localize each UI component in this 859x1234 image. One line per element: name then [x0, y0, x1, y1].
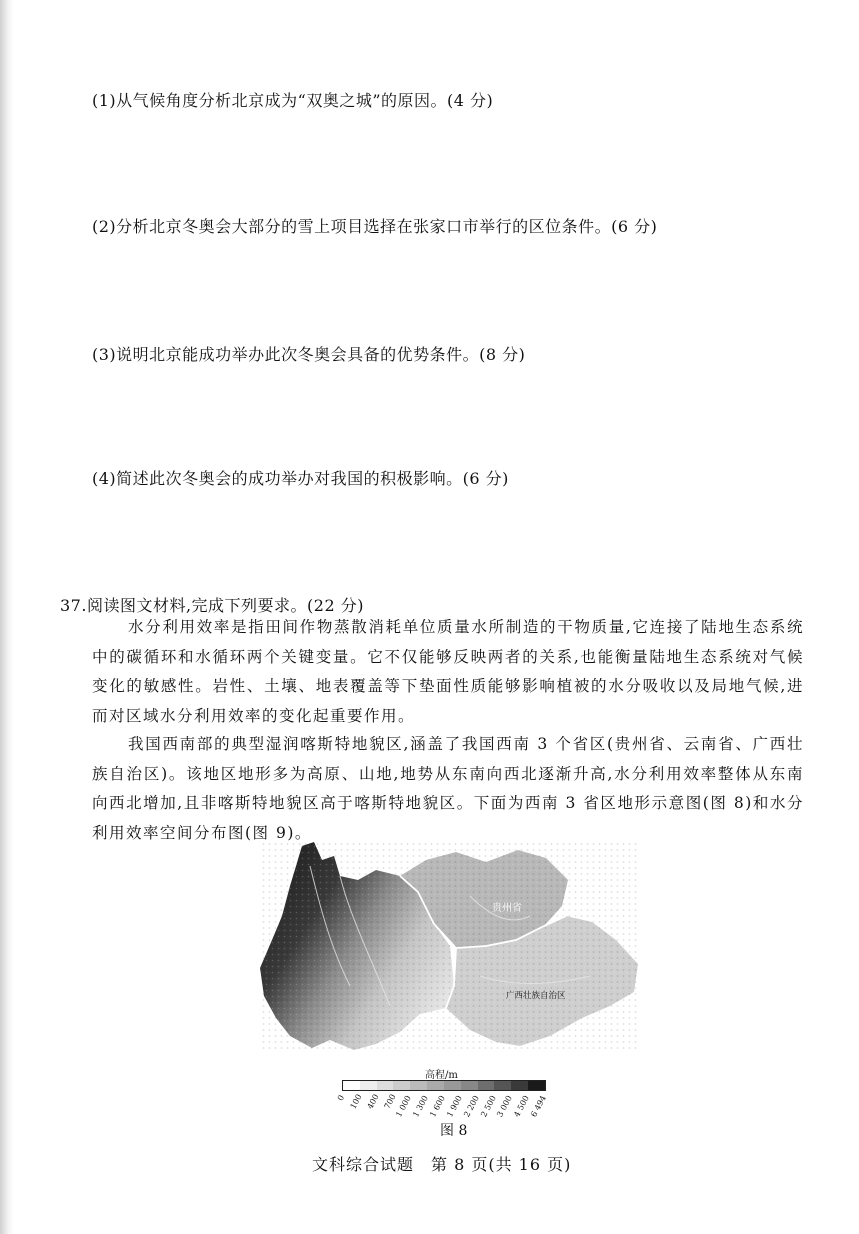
legend-tick-label: 2 200: [461, 1094, 481, 1119]
label-guizhou: 贵州省: [492, 903, 522, 914]
legend-tick-label: 1 900: [445, 1094, 464, 1119]
question-2: (2)分析北京冬奥会大部分的雪上项目选择在张家口市举行的区位条件。(6 分): [92, 217, 658, 236]
question-37-heading: 37.阅读图文材料,完成下列要求。(22 分): [60, 596, 364, 615]
label-guangxi: 广西壮族自治区: [506, 991, 566, 1001]
legend-swatch: [478, 1081, 495, 1090]
question-4: (4)简述此次冬奥会的成功举办对我国的积极影响。(6 分): [92, 469, 509, 488]
legend-title: 高程/m: [425, 1070, 458, 1081]
legend-swatch: [461, 1081, 478, 1090]
legend-swatch: [494, 1081, 511, 1090]
legend-swatch: [377, 1081, 394, 1090]
legend-color-bar: [342, 1080, 546, 1091]
legend-swatch: [511, 1081, 528, 1090]
terrain-map: [250, 836, 650, 1076]
legend-tick-label: 1 000: [394, 1094, 414, 1119]
legend-swatch: [444, 1081, 461, 1090]
legend-tick-label: 1 600: [428, 1094, 447, 1119]
legend-tick-label: 400: [365, 1092, 381, 1111]
material-paragraph-2: 我国西南部的典型湿润喀斯特地貌区,涵盖了我国西南 3 个省区(贵州省、云南省、广西壮族自治区)。该地区地形多为高原、山地,地势从东南向西北逐渐升高,水分利用效率整体从东南向西北增加,且非喀斯特地貌区高于喀斯特地貌区。下面为西南 3 省区地形示意图(图 8)和水分利用效率空间分布图(图 9)。: [92, 735, 804, 842]
legend-tick-label: 4 500: [512, 1094, 532, 1119]
terrain-map-figure: [250, 836, 650, 1076]
legend-swatch: [393, 1081, 410, 1090]
legend-tick-label: 700: [382, 1092, 398, 1111]
legend-tick-label: 100: [348, 1092, 364, 1111]
legend-tick-label: 6 494: [529, 1094, 548, 1119]
legend-swatch: [360, 1081, 377, 1090]
question-1: (1)从气候角度分析北京成为“双奥之城”的原因。(4 分): [92, 91, 494, 110]
legend-swatch: [343, 1081, 360, 1090]
question-3: (3)说明北京能成功举办此次冬奥会具备的优势条件。(8 分): [92, 345, 526, 364]
legend-swatch: [410, 1081, 427, 1090]
legend-tick-label: 3 000: [495, 1094, 515, 1119]
material-paragraph-1: 水分利用效率是指田间作物蒸散消耗单位质量水所制造的干物质量,它连接了陆地生态系统中的碳循环和水循环两个关键变量。它不仅能够反映两者的关系,也能衡量陆地生态系统对气候变化的敏感性。岩性、土壤、地表覆盖等下垫面性质能够影响植被的水分吸收以及局地气候,进而对区域水分利用效率的变化起重要作用。: [92, 618, 804, 725]
page-footer: 文科综合试题 第 8 页(共 16 页): [312, 1155, 572, 1174]
legend-tick-label: 2 500: [478, 1094, 498, 1119]
legend-tick-label: 0: [335, 1093, 347, 1103]
legend-tick-label: 1 300: [411, 1094, 431, 1119]
legend-swatch: [427, 1081, 444, 1090]
figure-caption: 图 8: [440, 1123, 468, 1139]
legend-swatch: [528, 1081, 545, 1090]
page-edge-shadow: [0, 0, 14, 1234]
